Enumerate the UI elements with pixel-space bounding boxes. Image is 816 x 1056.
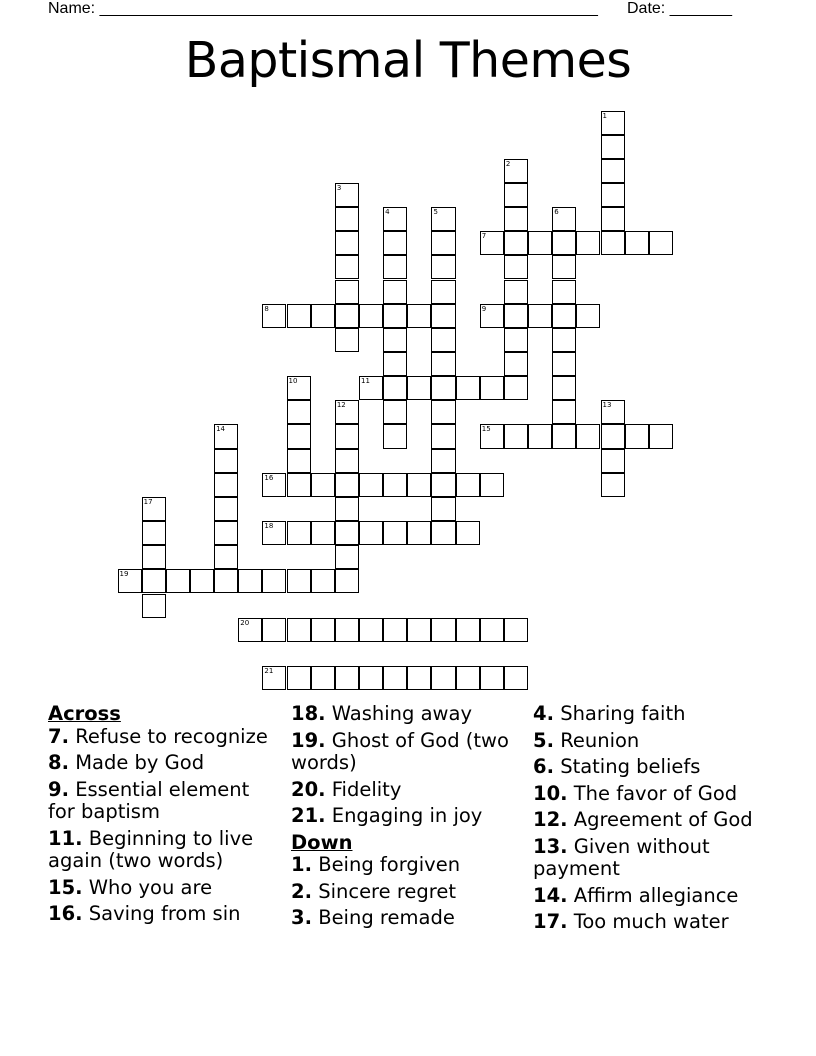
grid-cell[interactable] [214, 424, 238, 448]
grid-cell[interactable] [262, 569, 286, 593]
grid-cell[interactable] [504, 255, 528, 279]
grid-cell[interactable] [480, 231, 504, 255]
grid-cell[interactable] [431, 231, 455, 255]
grid-cell[interactable] [504, 183, 528, 207]
grid-cell[interactable] [311, 618, 335, 642]
cell-number: 10 [288, 377, 298, 386]
clue-across-8: 8. Made by God [48, 751, 205, 774]
grid-cell[interactable] [383, 352, 407, 376]
grid-cell[interactable] [480, 376, 504, 400]
grid-cell[interactable] [601, 424, 625, 448]
grid-cell[interactable] [431, 207, 455, 231]
grid-cell[interactable] [287, 618, 311, 642]
clue-down-6: 6. Stating beliefs [533, 755, 701, 778]
grid-cell[interactable] [383, 231, 407, 255]
grid-cell[interactable] [480, 473, 504, 497]
grid-cell[interactable] [407, 304, 431, 328]
grid-cell[interactable] [335, 231, 359, 255]
grid-cell[interactable] [335, 449, 359, 473]
grid-cell[interactable] [383, 304, 407, 328]
grid-cell[interactable] [335, 569, 359, 593]
grid-cell[interactable] [287, 473, 311, 497]
cell-number: 11 [361, 377, 370, 386]
clue-across-16: 16. Saving from sin [48, 902, 241, 925]
grid-cell[interactable] [480, 618, 504, 642]
clues-column-3 [533, 703, 773, 938]
clue-down-12: 12. Agreement of God [533, 808, 753, 831]
grid-cell[interactable] [335, 183, 359, 207]
across-heading: Across [48, 702, 121, 725]
grid-cell[interactable] [238, 569, 262, 593]
grid-cell[interactable] [287, 521, 311, 545]
date-field-label: Date: _______ [627, 0, 732, 17]
cell-number: 7 [481, 232, 487, 241]
grid-cell[interactable] [359, 473, 383, 497]
cell-number: 5 [433, 208, 438, 217]
grid-cell[interactable] [335, 400, 359, 424]
cell-number: 16 [264, 473, 274, 482]
grid-cell[interactable] [214, 569, 238, 593]
grid-cell[interactable] [601, 183, 625, 207]
grid-cell[interactable] [383, 328, 407, 352]
grid-cell[interactable] [287, 304, 311, 328]
grid-cell[interactable] [431, 521, 455, 545]
clue-down-4: 4. Sharing faith [533, 702, 686, 725]
grid-cell[interactable] [262, 521, 286, 545]
grid-cell[interactable] [504, 618, 528, 642]
grid-cell[interactable] [262, 666, 286, 690]
grid-cell[interactable] [335, 497, 359, 521]
cell-number: 9 [481, 304, 487, 313]
grid-cell[interactable] [649, 231, 673, 255]
puzzle-title: Baptismal Themes [184, 32, 632, 89]
grid-cell[interactable] [552, 280, 576, 304]
grid-cell[interactable] [118, 569, 142, 593]
grid-cell[interactable] [504, 231, 528, 255]
grid-cell[interactable] [504, 424, 528, 448]
grid-cell[interactable] [383, 424, 407, 448]
grid-cell[interactable] [142, 594, 166, 618]
grid-cell[interactable] [504, 304, 528, 328]
cell-number: 21 [264, 666, 274, 675]
grid-cell[interactable] [456, 473, 480, 497]
grid-cell[interactable] [287, 400, 311, 424]
grid-cell[interactable] [383, 521, 407, 545]
grid-cell[interactable] [335, 304, 359, 328]
grid-cell[interactable] [407, 521, 431, 545]
clues-column-2 [291, 703, 521, 934]
grid-cell[interactable] [335, 207, 359, 231]
grid-cell[interactable] [649, 424, 673, 448]
grid-cell[interactable] [311, 304, 335, 328]
grid-cell[interactable] [407, 618, 431, 642]
grid-cell[interactable] [311, 666, 335, 690]
grid-cell[interactable] [431, 666, 455, 690]
down-heading: Down [291, 830, 353, 854]
grid-cell[interactable] [504, 207, 528, 231]
grid-cell[interactable] [576, 231, 600, 255]
cell-number: 4 [385, 208, 390, 217]
grid-cell[interactable] [601, 135, 625, 159]
cell-number: 20 [240, 618, 250, 627]
grid-cell[interactable] [552, 376, 576, 400]
clue-across-9: 9. Essential element for baptism [48, 777, 250, 823]
cell-number: 3 [336, 183, 342, 192]
grid-cell[interactable] [504, 280, 528, 304]
clue-down-10: 10. The favor of God [533, 781, 738, 805]
grid-cell[interactable] [601, 449, 625, 473]
grid-cell[interactable] [335, 424, 359, 448]
grid-cell[interactable] [601, 231, 625, 255]
grid-cell[interactable] [287, 449, 311, 473]
grid-cell[interactable] [601, 159, 625, 183]
grid-cell[interactable] [601, 473, 625, 497]
grid-cell[interactable] [359, 618, 383, 642]
grid-cell[interactable] [431, 255, 455, 279]
grid-cell[interactable] [431, 352, 455, 376]
grid-cell[interactable] [504, 352, 528, 376]
grid-cell[interactable] [601, 207, 625, 231]
grid-cell[interactable] [335, 666, 359, 690]
grid-cell[interactable] [383, 255, 407, 279]
grid-cell[interactable] [214, 473, 238, 497]
grid-cell[interactable] [383, 376, 407, 400]
grid-cell[interactable] [311, 521, 335, 545]
clue-across-15: 15. Who you are [48, 875, 213, 899]
name-field-label: Name: ________________________________________________________ [48, 0, 598, 17]
grid-cell[interactable] [504, 328, 528, 352]
grid-cell[interactable] [335, 280, 359, 304]
grid-cell[interactable] [214, 521, 238, 545]
grid-cell[interactable] [528, 304, 552, 328]
grid-cell[interactable] [480, 304, 504, 328]
grid-cell[interactable] [552, 400, 576, 424]
grid-cell[interactable] [601, 400, 625, 424]
grid-cell[interactable] [335, 545, 359, 569]
grid-cell[interactable] [407, 666, 431, 690]
clue-across-21: 21. Engaging in joy [291, 804, 483, 827]
cell-number: 8 [264, 304, 269, 313]
grid-cell[interactable] [480, 666, 504, 690]
grid-cell[interactable] [576, 424, 600, 448]
grid-cell[interactable] [576, 304, 600, 328]
grid-cell[interactable] [335, 328, 359, 352]
grid-cell[interactable] [552, 231, 576, 255]
grid-cell[interactable] [552, 207, 576, 231]
cell-number: 15 [481, 425, 491, 434]
grid-cell[interactable] [504, 159, 528, 183]
grid-cell[interactable] [142, 521, 166, 545]
clue-across-19: 19. Ghost of God (two words) [291, 728, 509, 774]
grid-cell[interactable] [552, 328, 576, 352]
clue-across-18: 18. Washing away [291, 702, 472, 725]
grid-cell[interactable] [431, 376, 455, 400]
grid-cell[interactable] [431, 618, 455, 642]
grid-cell[interactable] [431, 449, 455, 473]
grid-cell[interactable] [528, 424, 552, 448]
grid-cell[interactable] [262, 618, 286, 642]
grid-cell[interactable] [552, 304, 576, 328]
cell-number: 1 [602, 111, 607, 120]
clue-down-3: 3. Being remade [291, 906, 455, 929]
clue-down-5: 5. Reunion [533, 728, 640, 752]
grid-cell[interactable] [311, 473, 335, 497]
clues-column-1 [48, 703, 278, 930]
grid-cell[interactable] [359, 521, 383, 545]
clue-across-11: 11. Beginning to live again (two words) [48, 826, 254, 872]
grid-cell[interactable] [431, 424, 455, 448]
grid-cell[interactable] [601, 111, 625, 135]
grid-cell[interactable] [431, 400, 455, 424]
cell-number: 19 [119, 570, 129, 579]
cell-number: 18 [264, 522, 274, 531]
grid-cell[interactable] [456, 521, 480, 545]
grid-cell[interactable] [359, 376, 383, 400]
clue-down-1: 1. Being forgiven [291, 853, 461, 876]
grid-cell[interactable] [190, 569, 214, 593]
grid-cell[interactable] [359, 666, 383, 690]
grid-cell[interactable] [407, 376, 431, 400]
grid-cell[interactable] [383, 473, 407, 497]
grid-cell[interactable] [625, 424, 649, 448]
grid-cell[interactable] [238, 618, 262, 642]
grid-cell[interactable] [287, 424, 311, 448]
grid-cell[interactable] [528, 231, 552, 255]
grid-cell[interactable] [262, 473, 286, 497]
grid-cell[interactable] [504, 666, 528, 690]
clue-down-14: 14. Affirm allegiance [533, 883, 739, 907]
clue-down-2: 2. Sincere regret [291, 879, 457, 903]
grid-cell[interactable] [287, 666, 311, 690]
clue-down-17: 17. Too much water [533, 910, 729, 933]
grid-cell[interactable] [311, 569, 335, 593]
grid-cell[interactable] [504, 376, 528, 400]
grid-cell[interactable] [214, 449, 238, 473]
grid-cell[interactable] [214, 497, 238, 521]
grid-cell[interactable] [625, 231, 649, 255]
cell-number: 12 [336, 401, 346, 410]
grid-cell[interactable] [552, 352, 576, 376]
grid-cell[interactable] [431, 304, 455, 328]
grid-cell[interactable] [431, 473, 455, 497]
grid-cell[interactable] [142, 545, 166, 569]
grid-cell[interactable] [214, 545, 238, 569]
cell-number: 13 [602, 401, 612, 410]
grid-cell[interactable] [456, 618, 480, 642]
grid-cell[interactable] [335, 473, 359, 497]
grid-cell[interactable] [552, 255, 576, 279]
grid-cell[interactable] [335, 521, 359, 545]
grid-cell[interactable] [480, 424, 504, 448]
grid-cell[interactable] [166, 569, 190, 593]
cell-number: 17 [143, 497, 153, 506]
grid-cell[interactable] [456, 666, 480, 690]
grid-cell[interactable] [431, 328, 455, 352]
grid-cell[interactable] [552, 424, 576, 448]
grid-cell[interactable] [287, 376, 311, 400]
clue-across-7: 7. Refuse to recognize [48, 724, 268, 748]
cell-number: 14 [216, 425, 226, 434]
clue-across-20: 20. Fidelity [291, 777, 402, 801]
grid-cell[interactable] [262, 304, 286, 328]
clue-down-13: 13. Given without payment [533, 834, 710, 880]
cell-number: 6 [554, 208, 559, 217]
grid-cell[interactable] [431, 497, 455, 521]
grid-cell[interactable] [142, 569, 166, 593]
grid-cell[interactable] [383, 666, 407, 690]
grid-cell[interactable] [383, 207, 407, 231]
grid-cell[interactable] [359, 304, 383, 328]
grid-cell[interactable] [142, 497, 166, 521]
grid-cell[interactable] [383, 280, 407, 304]
grid-cell[interactable] [335, 255, 359, 279]
grid-cell[interactable] [383, 618, 407, 642]
grid-cell[interactable] [383, 400, 407, 424]
grid-cell[interactable] [287, 569, 311, 593]
grid-cell[interactable] [335, 618, 359, 642]
cell-number: 2 [505, 159, 511, 168]
grid-cell[interactable] [456, 376, 480, 400]
grid-cell[interactable] [407, 473, 431, 497]
grid-cell[interactable] [431, 280, 455, 304]
